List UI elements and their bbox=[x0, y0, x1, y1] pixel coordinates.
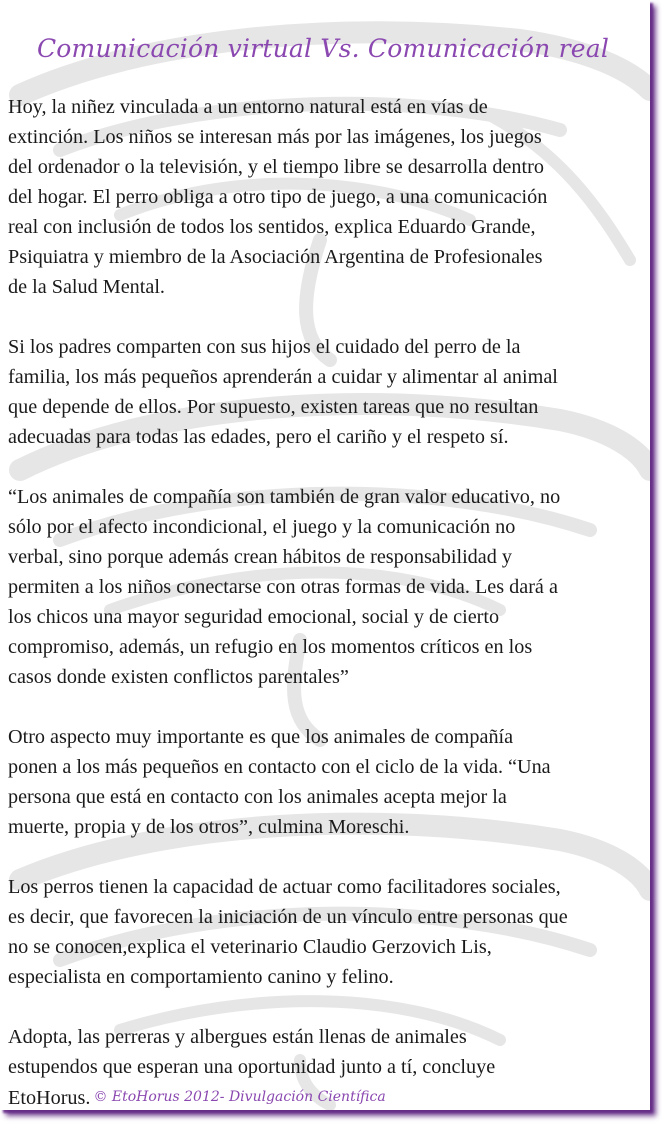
text-line: Hoy, la niñez vinculada a un entorno natural está en vías de bbox=[8, 96, 488, 118]
paragraph-6 bbox=[8, 1022, 650, 1110]
text-line: estupendos que esperan una oportunidad junto a tí, concluye bbox=[8, 1056, 496, 1078]
paragraph-3-quote bbox=[8, 482, 650, 692]
text-line: adecuadas para todas las edades, pero el cariño y el respeto sí. bbox=[8, 426, 509, 448]
text-line: no se conocen,explica el veterinario Claudio Gerzovich Lis, bbox=[8, 936, 492, 958]
paragraph-4 bbox=[8, 722, 650, 842]
text-line: es decir, que favorecen la iniciación de un vínculo entre personas que bbox=[8, 906, 568, 928]
text-line: familia, los más pequeños aprenderán a cuidar y alimentar al animal bbox=[8, 366, 558, 388]
text-line: extinción. Los niños se interesan más por las imágenes, los juegos bbox=[8, 126, 542, 148]
text-line: casos donde existen conflictos parentales” bbox=[8, 666, 349, 688]
text-line: del hogar. El perro obliga a otro tipo de juego, a una comunicación bbox=[8, 186, 548, 208]
text-line: ponen a los más pequeños en contacto con el ciclo de la vida. “Una bbox=[8, 756, 551, 778]
text-line-last bbox=[8, 1082, 650, 1110]
text-line: que depende de ellos. Por supuesto, existen tareas que no resultan bbox=[8, 396, 539, 418]
text-line: Adopta, las perreras y albergues están llenas de animales bbox=[8, 1026, 467, 1048]
text-line: los chicos una mayor seguridad emocional, social y de cierto bbox=[8, 606, 500, 628]
text-line: del ordenador o la televisión, y el tiempo libre se desarrolla dentro bbox=[8, 156, 544, 178]
text-line: de la Salud Mental. bbox=[8, 276, 165, 298]
text-line: sólo por el afecto incondicional, el juego y la comunicación no bbox=[8, 516, 516, 538]
text-line: muerte, propia y de los otros”, culmina Moreschi. bbox=[8, 816, 410, 838]
closing-signature: EtoHorus. bbox=[8, 1087, 91, 1109]
paragraph-2 bbox=[8, 332, 650, 452]
text-line: especialista en comportamiento canino y felino. bbox=[8, 966, 394, 988]
paragraph-spacer bbox=[8, 842, 650, 872]
text-line: Psiquiatra y miembro de la Asociación Argentina de Profesionales bbox=[8, 246, 543, 268]
text-line: Los perros tienen la capacidad de actuar como facilitadores sociales, bbox=[8, 876, 561, 898]
text-line: verbal, sino porque además crean hábitos de responsabilidad y bbox=[8, 546, 512, 568]
paragraph-spacer bbox=[8, 302, 650, 332]
text-line: compromiso, además, un refugio en los momentos críticos en los bbox=[8, 636, 533, 658]
text-line: Otro aspecto muy importante es que los animales de compañía bbox=[8, 726, 514, 748]
paragraph-1 bbox=[8, 92, 650, 302]
paragraph-spacer bbox=[8, 692, 650, 722]
paragraph-spacer bbox=[8, 452, 650, 482]
text-line: “Los animales de compañía son también de gran valor educativo, no bbox=[8, 486, 561, 508]
text-line: permiten a los niños conectarse con otras formas de vida. Les dará a bbox=[8, 576, 558, 598]
text-line: persona que está en contacto con los animales acepta mejor la bbox=[8, 786, 507, 808]
paragraph-spacer bbox=[8, 992, 650, 1022]
text-line: Si los padres comparten con sus hijos el cuidado del perro de la bbox=[8, 336, 521, 358]
page-title: Comunicación virtual Vs. Comunicación real bbox=[36, 34, 610, 63]
copyright-credit: © EtoHorus 2012- Divulgación Científica bbox=[93, 1089, 386, 1105]
text-line: real con inclusión de todos los sentidos, explica Eduardo Grande, bbox=[8, 216, 536, 238]
paragraph-5 bbox=[8, 872, 650, 992]
